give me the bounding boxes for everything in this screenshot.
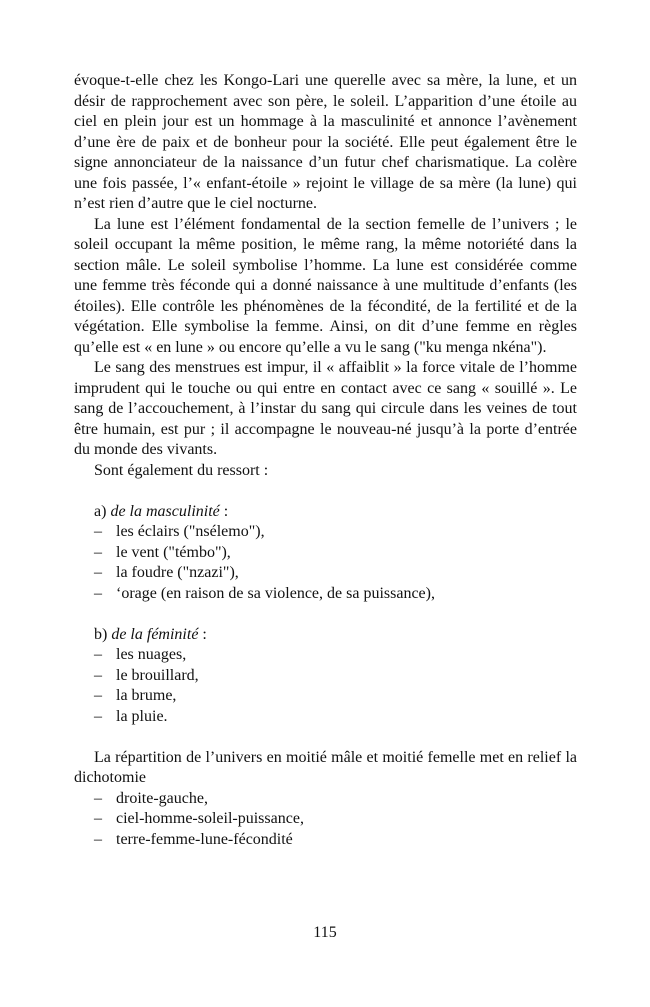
dash-marker: – — [94, 646, 102, 663]
dash-marker: – — [94, 666, 102, 684]
list-item-text: le vent ("témbo"), — [116, 543, 231, 561]
dash-marker: – — [94, 543, 102, 561]
list-item — [74, 563, 577, 584]
list-item-text: droite-gauche, — [116, 789, 208, 807]
dash-marker: – — [94, 564, 102, 581]
list-item — [74, 789, 577, 810]
section-a-heading — [74, 502, 577, 523]
list-item — [74, 830, 577, 851]
paragraph-4: Sont également du ressort : — [94, 461, 269, 479]
list-item — [74, 809, 577, 830]
list-item-text: terre-femme-lune-fécondité — [116, 830, 293, 848]
list-item-text: la brume, — [116, 687, 177, 704]
dash-marker: – — [94, 584, 102, 602]
list-item-text: les éclairs ("nsélemo"), — [116, 523, 265, 540]
spacer — [74, 604, 577, 625]
list-item-text: le brouillard, — [116, 666, 199, 684]
dash-marker: – — [94, 523, 102, 540]
page-number: 115 — [313, 924, 337, 941]
paragraph-1: évoque-t-elle chez les Kongo-Lari une querelle avec sa mère, la lune, et un désir de rapprochement avec son père, le soleil. L’apparition d’une étoile au ciel en plein jour est un hommage à la masculinité et annonce l’avènement d’une ère de paix et de bonheur pour la société. Elle peut également être le signe annonciateur de la naissance d’un futur chef charismatique. La colère une fois passée, l’« enfant-étoile » rejoint le village de sa mère (la lune) qui n’est rien d’autre que le ciel nocturne. — [74, 72, 577, 212]
section-b-prefix: b) — [94, 625, 112, 643]
list-item — [74, 666, 577, 687]
dash-marker: – — [94, 789, 102, 807]
closing-paragraph: La répartition de l’univers en moitié mâle et moitié femelle met en relief la dichotomie — [74, 748, 577, 786]
spacer — [74, 481, 577, 502]
page-body — [74, 71, 577, 850]
list-item — [74, 645, 577, 666]
list-item — [74, 543, 577, 564]
spacer — [74, 727, 577, 748]
list-item-text: la pluie. — [116, 707, 168, 725]
list-item — [74, 584, 577, 605]
list-item — [74, 707, 577, 728]
list-item-text: ciel-homme-soleil-puissance, — [116, 810, 304, 827]
list-item — [74, 686, 577, 707]
paragraph-3: Le sang des menstrues est impur, il « affaiblit » la force vitale de l’homme imprudent qui le touche ou qui entre en contact avec ce sang « souillé ». Le sang de l’accouchement, à l’instar du sang qui circule dans les veines de tout être humain, est pur ; il accompagne le nouveau-né jusqu’à la porte d’entrée du monde des vivants. — [74, 359, 577, 458]
section-b-title: de la féminité — [111, 625, 199, 643]
section-a-prefix: a) — [94, 502, 111, 520]
dash-marker: – — [94, 830, 102, 848]
list-item — [74, 522, 577, 543]
section-a-title: de la masculinité — [110, 502, 220, 520]
dash-marker: – — [94, 810, 102, 827]
paragraph-2: La lune est l’élément fondamental de la section femelle de l’univers ; le soleil occupant la même position, le même rang, la même notoriété dans la section mâle. Le soleil symbolise l’homme. La lune est considérée comme une femme très féconde qui a donné naissance à une multitude d’enfants (les étoiles). Elle contrôle les phénomènes de la fécondité, de la fertilité et de la végétation. Elle symbolise la femme. Ainsi, on dit d’une femme en règles qu’elle est « en lune » ou encore qu’elle a vu le sang ("ku menga nkéna"). — [74, 215, 577, 356]
section-b-suffix: : — [198, 625, 207, 643]
section-b-heading — [74, 625, 577, 646]
list-item-text: la foudre ("nzazi"), — [116, 564, 239, 581]
list-item-text: ‘orage (en raison de sa violence, de sa puissance), — [116, 584, 435, 602]
dash-marker: – — [94, 707, 102, 725]
section-a-suffix: : — [219, 502, 229, 520]
list-item-text: les nuages, — [116, 646, 187, 663]
dash-marker: – — [94, 687, 102, 704]
